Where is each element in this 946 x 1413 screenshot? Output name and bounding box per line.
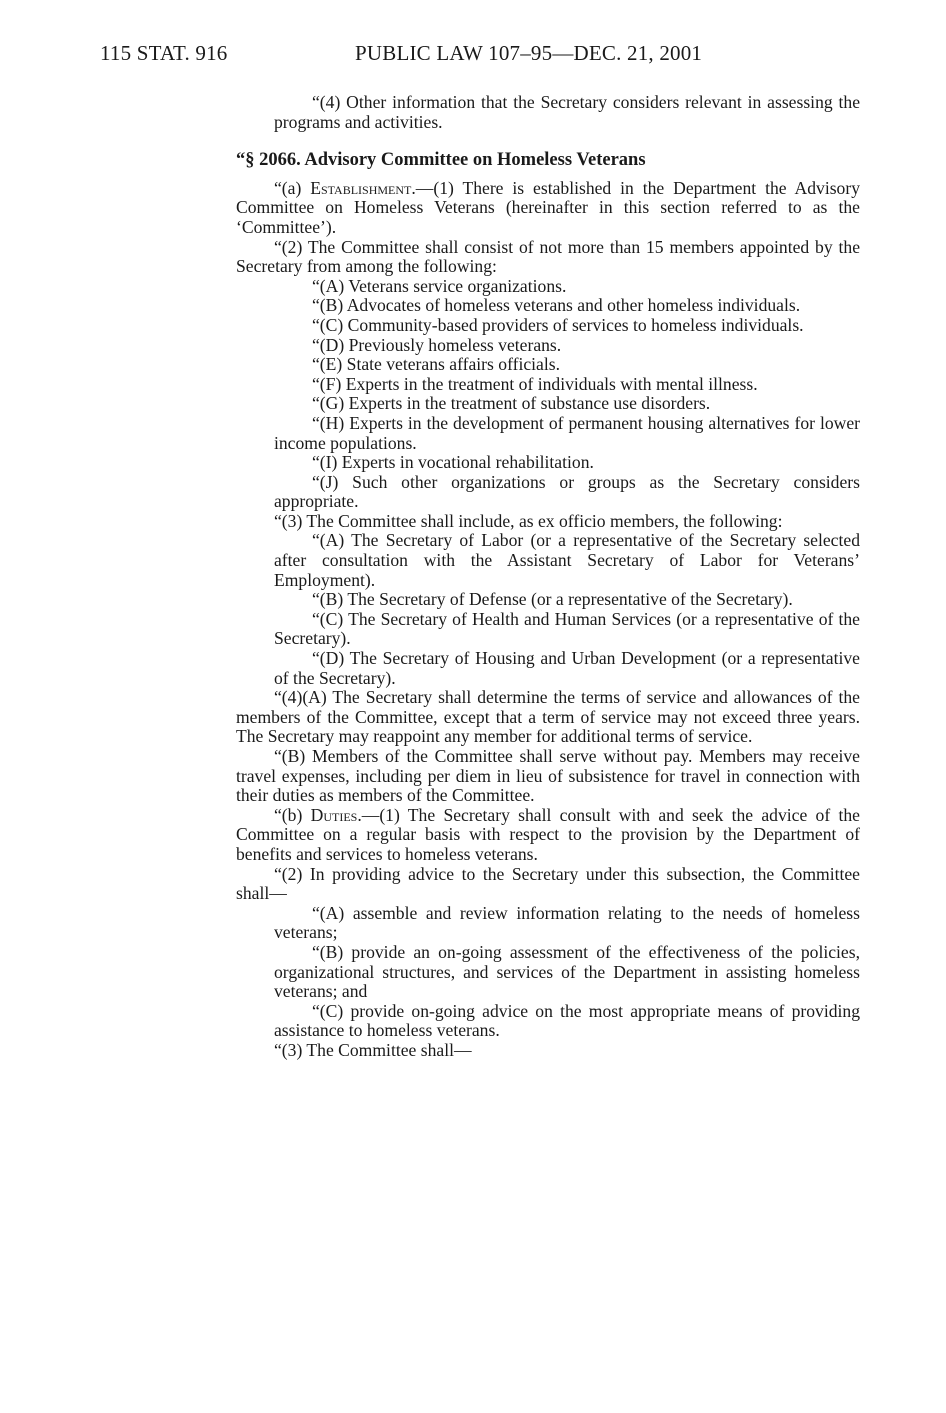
statute-paragraph: “(A) Veterans service organizations. [312,275,567,296]
statute-paragraph: “(C) provide on-going advice on the most appropriate means of providing assistance to homeless veterans. [274,1000,860,1041]
statute-paragraph: “(H) Experts in the development of permanent housing alternatives for lower income populations. [274,412,860,453]
public-law-citation: PUBLIC LAW 107–95—DEC. 21, 2001 [355,41,703,65]
statute-paragraph: “(C) The Secretary of Health and Human Services (or a representative of the Secretary). [274,608,860,649]
statute-paragraph: “(4)(A) The Secretary shall determine the terms of service and allowances of the members of the Committee, except that a term of service may not exceed three years. The Secretary may reappoint any member for additional terms of service. [236,687,860,747]
statute-paragraph: “(2) In providing advice to the Secretary under this subsection, the Committee shall— [236,863,860,904]
statute-paragraph: “(2) The Committee shall consist of not more than 15 members appointed by the Secretary from among the following: [236,236,860,277]
stat-page-number: 115 STAT. 916 [100,41,228,65]
statute-paragraph: “(3) The Committee shall— [274,1039,472,1060]
statute-paragraph: “(B) provide an on-going assessment of the effectiveness of the policies, organizational structures, and services of the Department in assisting homeless veterans; and [274,941,860,1002]
statute-paragraph: “(B) Members of the Committee shall serve without pay. Members may receive travel expenses, including per diem in lieu of subsistence for travel in connection with their duties as members of the Committee. [236,746,860,806]
statute-paragraph: “(B) Advocates of homeless veterans and other homeless individuals. [312,295,801,316]
statute-paragraph: “(J) Such other organizations or groups as the Secretary considers appropriate. [274,471,860,512]
statute-body [236,93,860,1061]
statute-paragraph: “(C) Community-based providers of services to homeless individuals. [312,314,804,335]
statute-paragraph: “(A) assemble and review information relating to the needs of homeless veterans; [274,902,860,943]
statute-paragraph: “(A) The Secretary of Labor (or a representative of the Secretary selected after consultation with the Assistant Secretary of Labor for Veterans’ Employment). [274,530,860,590]
statute-paragraph: “(4) Other information that the Secretary considers relevant in assessing the programs and activities. [274,92,860,132]
statute-paragraph [236,179,860,238]
statute-paragraph [236,806,860,865]
statute-paragraph: “(B) The Secretary of Defense (or a representative of the Secretary). [312,589,793,610]
statute-paragraph: “(D) Previously homeless veterans. [312,334,562,355]
statute-paragraph: “(3) The Committee shall include, as ex officio members, the following: [274,510,783,531]
subsection-text: .—(1) The Secretary shall consult with and seek the advice of the Committee on a regular basis with respect to the provision by the Department of benefits and services to homeless veterans. [236,804,860,864]
subsection-prefix: “(a) [274,177,311,198]
statute-paragraph: “(D) The Secretary of Housing and Urban Development (or a representative of the Secretary). [274,648,860,688]
subsection-prefix: “(b) [274,804,311,825]
statute-paragraph: “(G) Experts in the treatment of substance use disorders. [312,393,711,414]
statute-paragraph: “(F) Experts in the treatment of individuals with mental illness. [312,373,758,394]
running-header [100,41,750,71]
subsection-title: Duties [310,804,358,825]
statute-paragraph: “(I) Experts in vocational rehabilitation. [312,452,594,473]
statute-paragraph: “(E) State veterans affairs officials. [312,354,560,375]
section-heading: “§ 2066. Advisory Committee on Homeless Veterans [236,150,646,171]
subsection-title: Establishment [310,177,412,198]
subsection-text: .—(1) There is established in the Department the Advisory Committee on Homeless Veterans (hereinafter in this section referred to as the ‘Committee’). [236,177,861,237]
